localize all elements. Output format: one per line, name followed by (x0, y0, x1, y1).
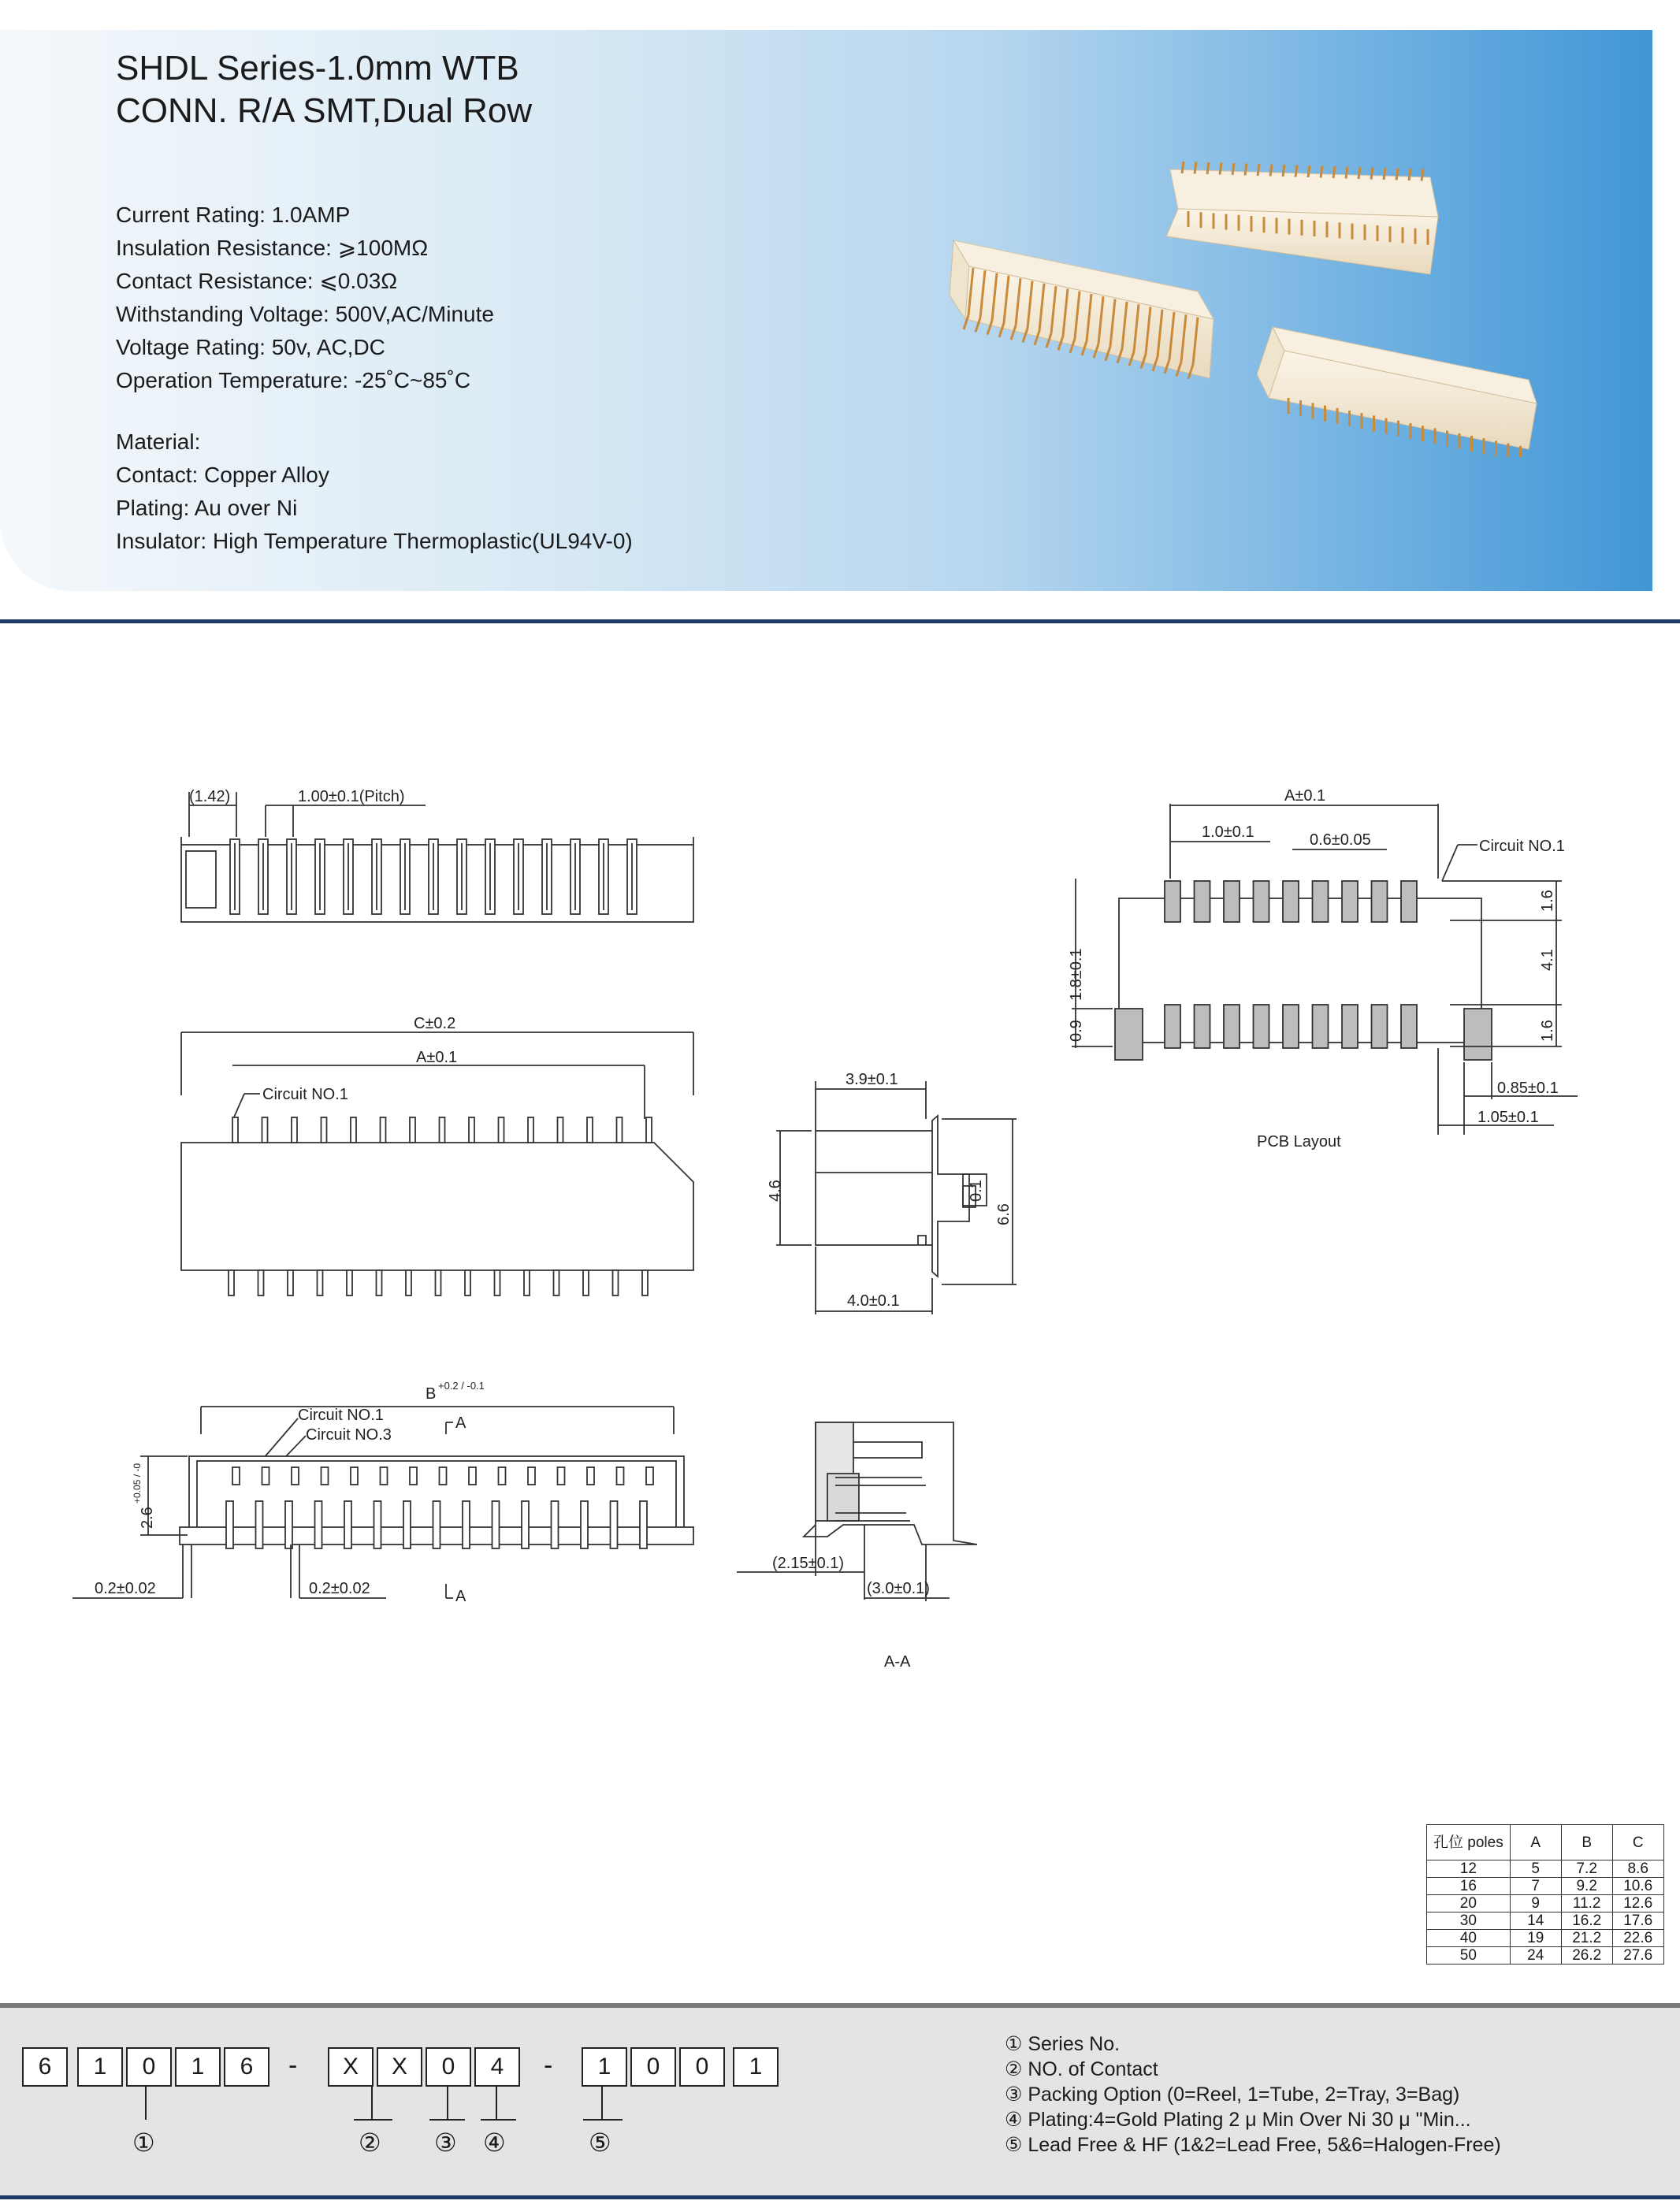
pn-digit: 6 (22, 2047, 68, 2087)
table-cell: 30 (1427, 1912, 1511, 1930)
pcb-layout (1068, 787, 1578, 1150)
material-contact: Contact: Copper Alloy (116, 463, 329, 487)
dim-a-front: A±0.1 (416, 1049, 458, 1066)
front-pin-top (262, 1117, 268, 1143)
front-pin-top (646, 1117, 652, 1143)
photo-pin (1270, 165, 1272, 177)
pcb-pad-top (1254, 881, 1269, 922)
table-cell: 21.2 (1561, 1930, 1612, 1947)
photo-pin (1195, 162, 1196, 174)
bottom-pin-upper (617, 1467, 624, 1485)
front-pin-top (322, 1117, 327, 1143)
dim-0-1: 0.1 (968, 1180, 985, 1202)
bottom-pin-lower (374, 1501, 381, 1548)
table-cell: 9.2 (1561, 1878, 1612, 1895)
product-title (116, 47, 532, 132)
front-pin-top (232, 1117, 238, 1143)
bottom-pin-upper (469, 1467, 476, 1485)
front-pin-bottom (229, 1270, 234, 1295)
bottom-view (72, 1380, 693, 1605)
photo-pin (1358, 167, 1360, 179)
technical-drawing (0, 749, 1680, 1694)
table-cell: 11.2 (1561, 1895, 1612, 1912)
pcb-dim-h1: 0.85±0.1 (1497, 1080, 1559, 1097)
table-cell: 5 (1510, 1860, 1561, 1878)
table-cell: 7.2 (1561, 1860, 1612, 1878)
pcb-pad-bottom (1401, 1005, 1417, 1048)
pn-legend (1005, 2031, 1501, 2158)
bottom-pin-upper (262, 1467, 269, 1485)
front-pin-bottom (258, 1270, 264, 1295)
dim-b: B (426, 1385, 437, 1403)
photo-pin (1182, 162, 1184, 173)
front-pin-top (292, 1117, 297, 1143)
pcb-pad-top (1283, 881, 1299, 922)
pn-digit: X (328, 2047, 374, 2087)
bottom-pin-upper (587, 1467, 594, 1485)
table-cell: 8.6 (1612, 1860, 1663, 1878)
table-row (1427, 1912, 1664, 1930)
pcb-circuit-no1: Circuit NO.1 (1479, 838, 1565, 855)
col-header-b: B (1561, 1825, 1612, 1860)
dim-pitch: 1.00±0.1(Pitch) (298, 788, 405, 805)
dim-3-9: 3.9±0.1 (846, 1071, 898, 1088)
pcb-pad-bottom (1342, 1005, 1358, 1048)
bottom-pin-upper (528, 1467, 535, 1485)
pn-digit: X (377, 2047, 422, 2087)
table-cell: 20 (1427, 1895, 1511, 1912)
pcb-dim-v1: 1.6 (1539, 890, 1556, 912)
connector-photo (930, 126, 1560, 457)
poles-table-header (1427, 1825, 1664, 1860)
pn-marker-5: ⑤ (589, 2128, 611, 2158)
pn-digit: 0 (679, 2047, 725, 2087)
pcb-pad-bottom (1283, 1005, 1299, 1048)
connector-photo-upper (1166, 162, 1438, 274)
legend-item: ① Series No. (1005, 2033, 1121, 2055)
front-pin-top (440, 1117, 445, 1143)
front-pin-bottom (613, 1270, 619, 1295)
pcb-pad-top (1195, 881, 1210, 922)
bottom-circuit-no1: Circuit NO.1 (298, 1407, 384, 1424)
photo-pin (1384, 168, 1385, 180)
pcb-pad-top (1372, 881, 1388, 922)
pcb-dim-pad: 0.6±0.05 (1310, 831, 1371, 849)
dim-left-0-2: 0.2±0.02 (95, 1580, 156, 1597)
table-cell: 24 (1510, 1947, 1561, 1965)
dim-4-0: 4.0±0.1 (847, 1292, 900, 1310)
front-pin-top (410, 1117, 415, 1143)
col-header-poles: 孔位 poles (1427, 1825, 1511, 1860)
pcb-dim-v2: 4.1 (1539, 949, 1556, 971)
pn-marker-4: ④ (483, 2128, 506, 2158)
bottom-pin-lower (226, 1501, 233, 1548)
front-pin-bottom (465, 1270, 470, 1295)
bottom-pin-lower (315, 1501, 322, 1548)
front-pin-bottom (495, 1270, 500, 1295)
front-pin-bottom (347, 1270, 352, 1295)
material-insulator: Insulator: High Temperature Thermoplastic(UL94V-0) (116, 529, 633, 553)
table-cell: 27.6 (1612, 1947, 1663, 1965)
front-pin-bottom (377, 1270, 382, 1295)
front-pin-top (528, 1117, 533, 1143)
title-line-1: SHDL Series-1.0mm WTB (116, 49, 519, 87)
front-pin-bottom (436, 1270, 441, 1295)
front-pin-bottom (288, 1270, 293, 1295)
header-divider (0, 619, 1680, 623)
bottom-pin-lower (463, 1501, 470, 1548)
bottom-pin-upper (410, 1467, 417, 1485)
col-header-a: A (1510, 1825, 1561, 1860)
photo-pin (1422, 169, 1423, 181)
bottom-pin-lower (403, 1501, 411, 1548)
table-cell: 16 (1427, 1878, 1511, 1895)
table-cell: 9 (1510, 1895, 1561, 1912)
bottom-pin-lower (256, 1501, 263, 1548)
bottom-pin-upper (381, 1467, 388, 1485)
dim-c: C±0.2 (414, 1015, 456, 1032)
bottom-pin-lower (522, 1501, 529, 1548)
pn-digit: 1 (733, 2047, 779, 2087)
bottom-pin-upper (499, 1467, 506, 1485)
pcb-dim-a: A±0.1 (1284, 787, 1326, 805)
connector-photo-left (950, 240, 1214, 379)
dim-2-15: (2.15±0.1) (772, 1555, 845, 1572)
front-pin-bottom (524, 1270, 530, 1295)
dim-1-42: (1.42) (189, 788, 231, 805)
table-cell: 19 (1510, 1930, 1561, 1947)
legend-item: ④ Plating:4=Gold Plating 2 μ Min Over Ni 30 μ "Min... (1005, 2109, 1471, 2131)
pcb-dim-left2: 0.9 (1068, 1020, 1085, 1042)
front-pin-bottom (318, 1270, 323, 1295)
pcb-pad-bottom (1165, 1005, 1180, 1048)
top-view (181, 788, 693, 922)
material-plating: Plating: Au over Ni (116, 496, 298, 520)
pn-digit: 6 (224, 2047, 269, 2087)
pcb-pad-top (1342, 881, 1358, 922)
spec-list (116, 199, 494, 397)
pcb-pad-top (1165, 881, 1180, 922)
pcb-dim-v3: 1.6 (1539, 1020, 1556, 1042)
table-cell: 40 (1427, 1930, 1511, 1947)
table-cell: 14 (1510, 1912, 1561, 1930)
bottom-pin-lower (640, 1501, 647, 1548)
pcb-pad-top (1224, 881, 1240, 922)
pn-digit: 0 (126, 2047, 172, 2087)
bottom-pin-upper (351, 1467, 358, 1485)
photo-pin (1232, 163, 1234, 175)
legend-item: ⑤ Lead Free & HF (1&2=Lead Free, 5&6=Halogen-Free) (1005, 2134, 1501, 2156)
front-pin-bottom (642, 1270, 648, 1295)
table-row (1427, 1860, 1664, 1878)
dim-4-6: 4.6 (767, 1180, 784, 1202)
front-pin-bottom (583, 1270, 589, 1295)
photo-pin (1207, 162, 1209, 174)
pn-digit: 4 (474, 2047, 520, 2087)
table-cell: 12 (1427, 1860, 1511, 1878)
table-cell: 26.2 (1561, 1947, 1612, 1965)
spec-current: Current Rating: 1.0AMP (116, 203, 351, 227)
legend-item: ③ Packing Option (0=Reel, 1=Tube, 2=Tray, 3=Bag) (1005, 2083, 1460, 2106)
pn-dash: - (544, 2050, 553, 2080)
poles-table (1426, 1824, 1664, 1965)
photo-pin (1258, 164, 1259, 176)
section-label: A-A (884, 1653, 911, 1671)
bottom-pin-lower (552, 1501, 559, 1548)
pcb-dim-h2: 1.05±0.1 (1477, 1109, 1539, 1126)
table-cell: 16.2 (1561, 1912, 1612, 1930)
front-pin-top (351, 1117, 356, 1143)
pcb-pad-top (1313, 881, 1329, 922)
table-cell: 10.6 (1612, 1878, 1663, 1895)
section-a-bottom: A (455, 1588, 466, 1605)
pn-digit: 0 (630, 2047, 676, 2087)
spec-insulation: Insulation Resistance: ⩾100MΩ (116, 236, 429, 260)
bottom-pin-lower (433, 1501, 440, 1548)
front-pin-top (469, 1117, 474, 1143)
pcb-pad-bottom (1224, 1005, 1240, 1048)
photo-pin (1308, 165, 1310, 177)
table-cell: 22.6 (1612, 1930, 1663, 1947)
section-a-top: A (455, 1414, 466, 1432)
pn-digit: 0 (426, 2047, 471, 2087)
pcb-dim-pitch: 1.0±0.1 (1202, 823, 1254, 841)
photo-pin (1295, 165, 1297, 177)
table-row (1427, 1930, 1664, 1947)
front-pin-top (558, 1117, 563, 1143)
pn-marker-3: ③ (434, 2128, 457, 2158)
title-line-2: CONN. R/A SMT,Dual Row (116, 91, 533, 130)
pcb-pad-bottom (1195, 1005, 1210, 1048)
bottom-pin-lower (611, 1501, 618, 1548)
front-pin-bottom (406, 1270, 411, 1295)
pcb-pad-bottom (1254, 1005, 1269, 1048)
bottom-pin-upper (292, 1467, 299, 1485)
table-cell: 12.6 (1612, 1895, 1663, 1912)
front-view (181, 1015, 693, 1295)
photo-pin (1346, 167, 1347, 179)
photo-pin (1283, 165, 1284, 177)
front-pin-top (617, 1117, 623, 1143)
pcb-pad-top (1401, 881, 1417, 922)
pcb-pad-bottom (1313, 1005, 1329, 1048)
table-cell: 17.6 (1612, 1912, 1663, 1930)
bottom-pin-lower (581, 1501, 588, 1548)
front-pin-top (381, 1117, 386, 1143)
pcb-layout-label: PCB Layout (1257, 1133, 1341, 1150)
pn-digit: 1 (582, 2047, 627, 2087)
table-row (1427, 1895, 1664, 1912)
photo-pin (1333, 166, 1335, 178)
material-heading: Material: (116, 429, 201, 454)
pn-marker-2: ② (359, 2128, 381, 2158)
bottom-pin-upper (322, 1467, 329, 1485)
table-row (1427, 1878, 1664, 1895)
front-pin-top (499, 1117, 504, 1143)
bottom-pin-lower (344, 1501, 351, 1548)
dim-mid-0-2: 0.2±0.02 (309, 1580, 370, 1597)
dim-height-2-6: 2.6 (139, 1507, 156, 1529)
photo-pin (1220, 163, 1221, 175)
footer-divider (0, 2195, 1680, 2199)
legend-item: ② NO. of Contact (1005, 2058, 1158, 2080)
bottom-pin-lower (492, 1501, 500, 1548)
front-pin-top (587, 1117, 593, 1143)
pcb-dim-left1: 1.8±0.1 (1068, 948, 1085, 1001)
bottom-pin-upper (646, 1467, 653, 1485)
dim-b-tol: +0.2 / -0.1 (438, 1380, 485, 1392)
section-a-a (737, 1422, 977, 1671)
bottom-pin-upper (558, 1467, 565, 1485)
connector-photo-right (1257, 327, 1537, 457)
bottom-circuit-no3: Circuit NO.3 (306, 1426, 392, 1444)
front-circuit-no1: Circuit NO.1 (262, 1086, 348, 1103)
photo-pin (1409, 169, 1411, 180)
spec-contact-resistance: Contact Resistance: ⩽0.03Ω (116, 269, 398, 293)
material-list (116, 426, 633, 558)
photo-pin (1245, 164, 1247, 176)
dim-6-6: 6.6 (995, 1203, 1013, 1225)
col-header-c: C (1612, 1825, 1663, 1860)
dim-3-0: (3.0±0.1) (867, 1580, 930, 1597)
pcb-pad-bottom (1372, 1005, 1388, 1048)
pn-marker-1: ① (132, 2128, 155, 2158)
spec-withstanding: Withstanding Voltage: 500V,AC/Minute (116, 302, 494, 326)
front-pin-bottom (554, 1270, 559, 1295)
bottom-pin-upper (232, 1467, 240, 1485)
pn-connector-lines (0, 2085, 788, 2132)
bottom-pin-lower (285, 1501, 292, 1548)
pn-digit: 1 (175, 2047, 221, 2087)
table-row (1427, 1947, 1664, 1965)
pn-dash: - (288, 2050, 298, 2080)
table-cell: 50 (1427, 1947, 1511, 1965)
spec-temperature: Operation Temperature: -25˚C~85˚C (116, 368, 471, 392)
photo-pin (1321, 166, 1322, 178)
photo-pin (1396, 169, 1398, 180)
table-cell: 7 (1510, 1878, 1561, 1895)
bottom-pin-upper (440, 1467, 447, 1485)
pn-digit: 1 (77, 2047, 123, 2087)
side-view (767, 1071, 1017, 1314)
photo-pin (1371, 168, 1373, 180)
dim-height-tol: +0.05 / -0 (132, 1463, 143, 1504)
spec-voltage: Voltage Rating: 50v, AC,DC (116, 335, 385, 359)
